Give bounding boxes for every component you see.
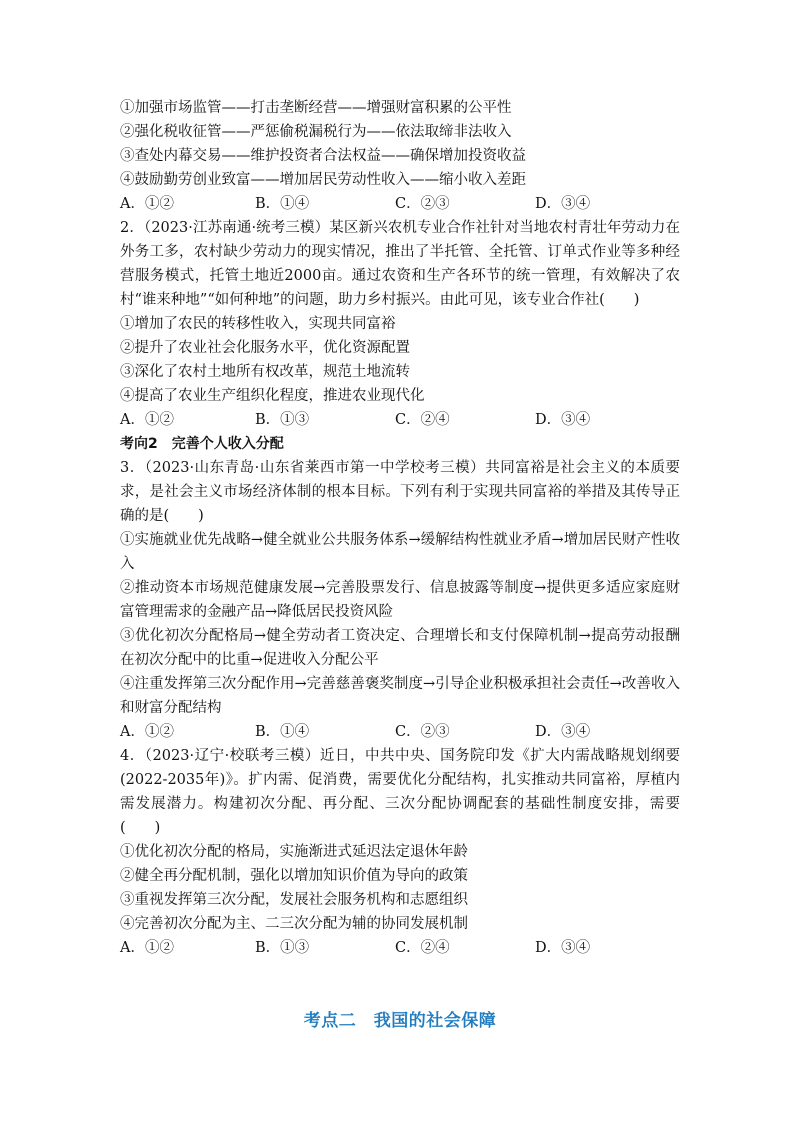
q4-option-b[interactable]: B．①③: [255, 940, 310, 956]
document-body: [120, 96, 680, 960]
q4-item-2: ②健全再分配机制，强化以增加知识价值为导向的政策: [120, 868, 468, 884]
q1-option-b[interactable]: B．①④: [255, 196, 310, 212]
question-1: [120, 96, 680, 216]
q3-item-4: ④注重发挥第三次分配作用→完善慈善褒奖制度→引导企业积极承担社会责任→改善收入和财富分配结构: [120, 676, 680, 716]
q2-item-1: ①增加了农民的转移性收入，实现共同富裕: [120, 316, 396, 332]
q4-options: [120, 936, 680, 960]
q1-item-4: ④鼓励勤劳创业致富——增加居民劳动性收入——缩小收入差距: [120, 172, 526, 188]
q3-stem: 3．（2023·山东青岛·山东省莱西市第一中学校考三模）共同富裕是社会主义的本质要求，是社会主义市场经济体制的根本目标。下列有利于实现共同富裕的举措及其传导正确的是( ): [120, 460, 680, 524]
q1-item-2: ②强化税收征管——严惩偷税漏税行为——依法取缔非法收入: [120, 124, 512, 140]
q4-item-4: ④完善初次分配为主、二三次分配为辅的协同发展机制: [120, 916, 468, 932]
q3-option-d[interactable]: D．③④: [535, 724, 591, 740]
q3-item-2: ②推动资本市场规范健康发展→完善股票发行、信息披露等制度→提供更多适应家庭财富管理需求的金融产品→降低居民投资风险: [120, 580, 680, 620]
q2-item-3: ③深化了农村土地所有权改革，规范土地流转: [120, 364, 410, 380]
q4-stem: 4．（2023·辽宁·校联考三模）近日，中共中央、国务院印发《扩大内需战略规划纲要(2022-2035年)》。扩内需、促消费，需要优化分配结构，扎实推动共同富裕，厚植内需发展潜力。构建初次分配、再分配、三次分配协调配套的基础性制度安排，需要( ): [120, 748, 680, 836]
section-heading: 考向2 完善个人收入分配: [120, 436, 284, 452]
q1-option-d[interactable]: D．③④: [535, 196, 591, 212]
q1-options: [120, 192, 680, 216]
question-2: [120, 216, 680, 432]
q4-option-a[interactable]: A．①②: [120, 940, 174, 956]
q4-option-c[interactable]: C．②④: [395, 940, 450, 956]
q2-item-2: ②提升了农业社会化服务水平，优化资源配置: [120, 340, 410, 356]
question-4: [120, 744, 680, 960]
q2-item-4: ④提高了农业生产组织化程度，推进农业现代化: [120, 388, 425, 404]
q3-option-b[interactable]: B．①④: [255, 724, 310, 740]
q3-options: [120, 720, 680, 744]
q2-option-b[interactable]: B．①③: [255, 412, 310, 428]
q3-item-3: ③优化初次分配格局→健全劳动者工资决定、合理增长和支付保障机制→提高劳动报酬在初次分配中的比重→促进收入分配公平: [120, 628, 680, 668]
q2-option-c[interactable]: C．②④: [395, 412, 450, 428]
q3-option-a[interactable]: A．①②: [120, 724, 174, 740]
q2-options: [120, 408, 680, 432]
q2-stem: 2．（2023·江苏南通·统考三模）某区新兴农机专业合作社针对当地农村青壮年劳动力在外务工多，农村缺少劳动力的现实情况，推出了半托管、全托管、订单式作业等多种经营服务模式，托管土地近2000亩。通过农资和生产各环节的统一管理，有效解决了农村“谁来种地”“如何种地”的问题，助力乡村振兴。由此可见，该专业合作社( ): [120, 220, 680, 308]
question-3: [120, 456, 680, 744]
q3-option-c[interactable]: C．②③: [395, 724, 450, 740]
q1-option-c[interactable]: C．②③: [395, 196, 450, 212]
q1-item-3: ③查处内幕交易——维护投资者合法权益——确保增加投资收益: [120, 148, 526, 164]
q3-item-1: ①实施就业优先战略→健全就业公共服务体系→缓解结构性就业矛盾→增加居民财产性收入: [120, 532, 680, 572]
q4-item-3: ③重视发挥第三次分配，发展社会服务机构和志愿组织: [120, 892, 468, 908]
q4-item-1: ①优化初次分配的格局，实施渐进式延迟法定退休年龄: [120, 844, 468, 860]
q2-option-d[interactable]: D．③④: [535, 412, 591, 428]
kaodian-heading: 考点二 我国的社会保障: [303, 1011, 497, 1031]
q2-option-a[interactable]: A．①②: [120, 412, 174, 428]
q4-option-d[interactable]: D．③④: [535, 940, 591, 956]
q1-item-1: ①加强市场监管——打击垄断经营——增强财富积累的公平性: [120, 100, 512, 116]
q1-option-a[interactable]: A．①②: [120, 196, 174, 212]
